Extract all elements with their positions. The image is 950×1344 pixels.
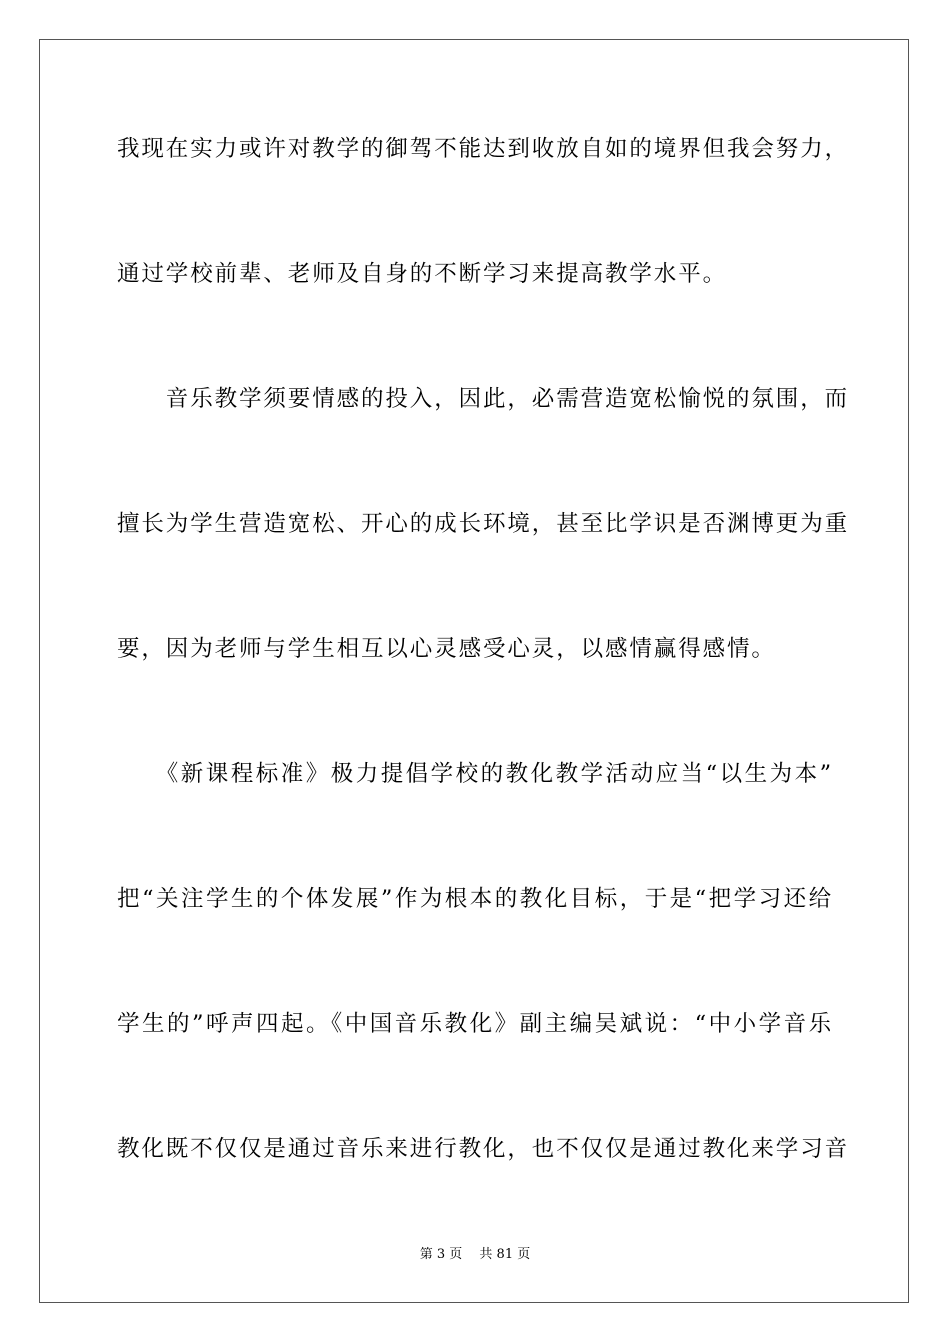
body-text-line: 音乐教学须要情感的投入，因此，必需营造宽松愉悦的氛围，而 bbox=[117, 386, 850, 412]
body-text-line: 《新课程标准》极力提倡学校的教化教学活动应当“以生为本” bbox=[117, 761, 833, 787]
page-number-footer: 第 3 页 共 81 页 bbox=[419, 1247, 531, 1262]
body-text-line: 我现在实力或许对教学的御驾不能达到收放自如的境界但我会努力， bbox=[117, 136, 850, 162]
body-text-line: 教化既不仅仅是通过音乐来进行教化，也不仅仅是通过教化来学习音 bbox=[117, 1136, 850, 1162]
body-text-line: 要，因为老师与学生相互以心灵感受心灵，以感情赢得感情。 bbox=[117, 636, 776, 662]
body-text-line: 学生的”呼声四起。《中国音乐教化》副主编吴斌说：“中小学音乐 bbox=[117, 1011, 833, 1037]
page-border bbox=[39, 39, 909, 1303]
body-text-line: 擅长为学生营造宽松、开心的成长环境，甚至比学识是否渊博更为重 bbox=[117, 511, 850, 537]
body-text-line: 把“关注学生的个体发展”作为根本的教化目标，于是“把学习还给 bbox=[117, 886, 833, 912]
body-text-line: 通过学校前辈、老师及自身的不断学习来提高教学水平。 bbox=[117, 261, 728, 287]
